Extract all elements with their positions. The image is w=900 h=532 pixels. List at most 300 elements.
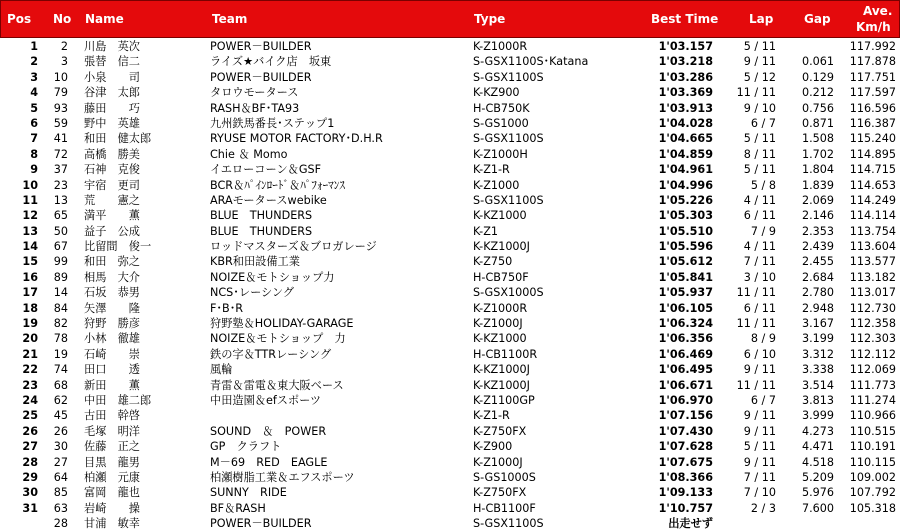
name-cell: 目黒 龍男 — [84, 455, 140, 469]
table-row — [0, 424, 900, 439]
gap-cell: 2.948 — [801, 301, 834, 315]
type-cell: H-CB1100R — [473, 347, 538, 361]
name-cell: 石坂 恭男 — [84, 286, 140, 300]
lap-cell: 9 / 11 — [743, 55, 776, 69]
team-cell: 狩野塾＆HOLIDAY-GARAGE — [210, 317, 354, 331]
type-cell: K-Z1000H — [473, 147, 528, 161]
type-cell: K-Z1 — [473, 224, 498, 238]
table-row — [0, 162, 900, 177]
pos-cell: 27 — [22, 440, 38, 454]
type-cell: S-GSX1000S — [473, 286, 544, 300]
lap-cell: 2 / 3 — [750, 501, 776, 515]
gap-cell: 3.312 — [801, 347, 834, 361]
team-cell: SUNNY RIDE — [210, 486, 287, 500]
table-row — [0, 85, 900, 100]
table-row — [0, 470, 900, 485]
name-cell: 柏瀬 元康 — [84, 470, 140, 484]
name-cell: 新田 薫 — [84, 378, 140, 392]
number-cell: 67 — [53, 240, 68, 254]
table-row — [0, 408, 900, 423]
pos-cell: 20 — [22, 332, 38, 346]
table-row — [0, 178, 900, 193]
header-team: Team — [212, 12, 248, 26]
type-cell: K-Z900 — [473, 440, 513, 454]
number-cell: 27 — [53, 455, 68, 469]
table-row — [0, 331, 900, 346]
gap-cell: 3.199 — [801, 332, 834, 346]
number-cell: 23 — [53, 178, 68, 192]
average-speed-cell: 111.274 — [849, 393, 896, 407]
best-time-cell: 1'03.157 — [658, 40, 713, 53]
lap-cell: 9 / 11 — [743, 363, 776, 377]
lap-cell: 6 / 11 — [743, 301, 776, 315]
team-cell: BCR＆ﾊﾟｲﾝﾛｰﾄﾞ＆ﾊﾟﾌｫｰﾏﾝｽ — [210, 178, 345, 192]
number-cell: 30 — [53, 440, 68, 454]
average-speed-cell: 117.751 — [849, 70, 896, 84]
team-cell: NOIZE＆モトショップ力 — [210, 270, 335, 284]
best-time-cell: 1'05.937 — [658, 286, 713, 300]
pos-cell: 6 — [30, 116, 38, 130]
type-cell: K-Z750FX — [473, 424, 527, 438]
table-row — [0, 347, 900, 362]
header-best-time: Best Time — [651, 12, 719, 26]
table-row — [0, 301, 900, 316]
pos-cell: 29 — [22, 470, 38, 484]
lap-cell: 9 / 10 — [743, 101, 776, 115]
best-time-cell: 1'06.105 — [658, 301, 713, 315]
type-cell: K-Z1000J — [473, 317, 523, 331]
type-cell: S-GSX1100S･Katana — [473, 55, 589, 69]
average-speed-cell: 114.114 — [849, 209, 896, 223]
gap-cell: 3.338 — [801, 363, 834, 377]
lap-cell: 3 / 10 — [743, 270, 776, 284]
best-time-cell: 1'04.859 — [658, 147, 713, 161]
pos-cell: 4 — [30, 86, 38, 100]
name-cell: 張替 信二 — [84, 55, 140, 69]
average-speed-cell: 116.596 — [849, 101, 896, 115]
average-speed-cell: 116.387 — [849, 116, 896, 130]
number-cell: 28 — [53, 517, 68, 531]
table-row — [0, 208, 900, 223]
pos-cell: 11 — [22, 193, 38, 207]
table-row — [0, 393, 900, 408]
pos-cell: 7 — [30, 132, 38, 146]
name-cell: 石崎 崇 — [84, 347, 140, 361]
type-cell: K-KZ900 — [473, 86, 520, 100]
gap-cell: 0.212 — [801, 86, 834, 100]
name-cell: 和田 弥之 — [84, 255, 140, 269]
pos-cell: 18 — [22, 301, 38, 315]
type-cell: K-Z1000 — [473, 178, 520, 192]
lap-cell: 5 / 11 — [743, 40, 776, 53]
best-time-cell: 1'03.218 — [658, 55, 713, 69]
gap-cell: 2.684 — [801, 270, 834, 284]
gap-cell: 0.756 — [801, 101, 834, 115]
type-cell: K-Z1100GP — [473, 393, 535, 407]
name-cell: 和田 健太郎 — [84, 132, 152, 146]
table-row — [0, 147, 900, 162]
team-cell: M－69 RED EAGLE — [210, 455, 328, 469]
average-speed-cell: 107.792 — [849, 486, 896, 500]
lap-cell: 7 / 11 — [743, 255, 776, 269]
average-speed-cell: 113.754 — [849, 224, 896, 238]
gap-cell: 2.780 — [801, 286, 834, 300]
average-speed-cell: 112.112 — [849, 347, 896, 361]
type-cell: K-KZ1000 — [473, 209, 527, 223]
table-row — [0, 316, 900, 331]
pos-cell: 22 — [22, 363, 38, 377]
table-row — [0, 516, 900, 531]
gap-cell: 1.804 — [801, 163, 834, 177]
average-speed-cell: 112.730 — [849, 301, 896, 315]
number-cell: 78 — [53, 332, 68, 346]
name-cell: 岩崎 操 — [84, 501, 140, 515]
best-time-cell: 1'10.757 — [658, 501, 713, 515]
average-speed-cell: 113.604 — [849, 240, 896, 254]
pos-cell: 16 — [22, 270, 38, 284]
table-row — [0, 239, 900, 254]
results-table-body — [0, 39, 900, 532]
best-time-cell: 1'06.970 — [658, 393, 713, 407]
table-row — [0, 193, 900, 208]
team-cell: POWER－BUILDER — [210, 70, 312, 84]
gap-cell: 1.702 — [801, 147, 834, 161]
lap-cell: 5 / 11 — [743, 440, 776, 454]
average-speed-cell: 112.069 — [849, 363, 896, 377]
number-cell: 26 — [53, 424, 68, 438]
team-cell: Chie ＆ Momo — [210, 147, 288, 161]
best-time-cell: 1'07.628 — [658, 440, 713, 454]
average-speed-cell: 110.191 — [849, 440, 896, 454]
table-row — [0, 116, 900, 131]
header-pos: Pos — [7, 12, 32, 26]
team-cell: RYUSE MOTOR FACTORY･D.H.R — [210, 132, 383, 146]
best-time-cell: 1'05.596 — [658, 240, 713, 254]
number-cell: 13 — [53, 193, 68, 207]
table-row — [0, 485, 900, 500]
lap-cell: 5 / 11 — [743, 132, 776, 146]
best-time-cell: 1'06.495 — [658, 363, 713, 377]
average-speed-cell: 113.182 — [849, 270, 896, 284]
best-time-cell: 1'05.226 — [658, 193, 713, 207]
team-cell: ロッドマスターズ＆ブロガレージ — [210, 240, 377, 254]
type-cell: K-Z750FX — [473, 486, 527, 500]
type-cell: K-Z1-R — [473, 409, 510, 423]
gap-cell: 3.999 — [801, 409, 834, 423]
table-row — [0, 101, 900, 116]
table-row — [0, 39, 900, 54]
team-cell: BLUE THUNDERS — [210, 209, 313, 223]
name-cell: 矢澤 隆 — [84, 301, 140, 315]
pos-cell: 1 — [30, 40, 38, 53]
lap-cell: 6 / 11 — [743, 209, 776, 223]
best-time-cell: 1'06.324 — [658, 317, 713, 331]
average-speed-cell: 111.773 — [849, 378, 896, 392]
best-time-cell: 1'03.286 — [658, 70, 713, 84]
pos-cell: 17 — [22, 286, 38, 300]
lap-cell: 11 / 11 — [736, 378, 776, 392]
team-cell: 柏瀬樹脂工業＆エフスポーツ — [210, 470, 355, 484]
type-cell: K-KZ1000J — [473, 240, 530, 254]
lap-cell: 4 / 11 — [743, 193, 776, 207]
team-cell: BF＆RASH — [210, 501, 266, 515]
name-cell: 毛塚 明洋 — [84, 424, 140, 438]
team-cell: POWER－BUILDER — [210, 40, 312, 53]
name-cell: 川島 英次 — [84, 40, 140, 53]
type-cell: H-CB750F — [473, 270, 529, 284]
name-cell: 小林 徹雄 — [84, 332, 140, 346]
table-row — [0, 254, 900, 269]
best-time-cell: 1'06.356 — [658, 332, 713, 346]
team-cell: 風輪 — [210, 363, 233, 377]
team-cell: GP クラフト — [210, 440, 282, 454]
lap-cell: 6 / 10 — [743, 347, 776, 361]
average-speed-cell: 113.017 — [849, 286, 896, 300]
table-row — [0, 378, 900, 393]
gap-cell: 7.600 — [801, 501, 834, 515]
name-cell: 比留間 俊一 — [84, 240, 152, 254]
team-cell: POWER－BUILDER — [210, 517, 312, 531]
gap-cell: 2.353 — [801, 224, 834, 238]
lap-cell: 5 / 11 — [743, 163, 776, 177]
table-row — [0, 70, 900, 85]
number-cell: 59 — [53, 116, 68, 130]
lap-cell: 7 / 9 — [750, 224, 776, 238]
name-cell: 谷津 太郎 — [84, 86, 140, 100]
pos-cell: 5 — [30, 101, 38, 115]
table-row — [0, 362, 900, 377]
lap-cell: 6 / 7 — [750, 393, 776, 407]
gap-cell: 2.455 — [801, 255, 834, 269]
number-cell: 72 — [53, 147, 68, 161]
lap-cell: 7 / 11 — [743, 470, 776, 484]
name-cell: 佐藤 正之 — [84, 440, 140, 454]
team-cell: 中田造園＆efスポーツ — [210, 393, 322, 407]
number-cell: 45 — [53, 409, 68, 423]
team-cell: ARAモータースwebike — [210, 193, 327, 207]
type-cell: S-GSX1100S — [473, 193, 544, 207]
best-time-cell: 1'08.366 — [658, 470, 713, 484]
table-row — [0, 270, 900, 285]
average-speed-cell: 117.878 — [849, 55, 896, 69]
number-cell: 2 — [60, 40, 68, 53]
pos-cell: 28 — [22, 455, 38, 469]
lap-cell: 4 / 11 — [743, 240, 776, 254]
average-speed-cell: 112.303 — [849, 332, 896, 346]
number-cell: 79 — [53, 86, 68, 100]
type-cell: K-Z750 — [473, 255, 513, 269]
type-cell: H-CB750K — [473, 101, 530, 115]
header-type: Type — [474, 12, 506, 26]
gap-cell: 0.129 — [801, 70, 834, 84]
best-time-cell: 1'07.156 — [658, 409, 713, 423]
gap-cell: 0.871 — [801, 116, 834, 130]
name-cell: 甘浦 敏幸 — [84, 517, 140, 531]
table-row — [0, 501, 900, 516]
best-time-cell: 1'04.665 — [658, 132, 713, 146]
name-cell: 小泉 司 — [84, 70, 140, 84]
table-row — [0, 455, 900, 470]
lap-cell: 5 / 8 — [750, 178, 776, 192]
type-cell: H-CB1100F — [473, 501, 536, 515]
team-cell: イエローコーン＆GSF — [210, 163, 322, 177]
type-cell: K-KZ1000 — [473, 332, 527, 346]
pos-cell: 31 — [22, 501, 38, 515]
header-gap: Gap — [804, 12, 831, 26]
pos-cell: 21 — [22, 347, 38, 361]
type-cell: S-GS1000 — [473, 116, 529, 130]
average-speed-cell: 110.515 — [849, 424, 896, 438]
pos-cell: 2 — [30, 55, 38, 69]
average-speed-cell: 109.002 — [849, 470, 896, 484]
gap-cell: 2.069 — [801, 193, 834, 207]
lap-cell: 9 / 11 — [743, 424, 776, 438]
lap-cell: 8 / 9 — [750, 332, 776, 346]
type-cell: K-Z1-R — [473, 163, 510, 177]
team-cell: SOUND ＆ POWER — [210, 424, 327, 438]
header-ave: Ave. — [863, 4, 893, 18]
best-time-cell: 1'05.510 — [658, 224, 713, 238]
best-time-cell: 1'04.961 — [658, 163, 713, 177]
best-time-cell: 出走せず — [668, 517, 713, 531]
number-cell: 84 — [53, 301, 68, 315]
number-cell: 50 — [53, 224, 68, 238]
average-speed-cell: 112.358 — [849, 317, 896, 331]
pos-cell: 3 — [30, 70, 38, 84]
table-header — [0, 0, 900, 38]
average-speed-cell: 110.115 — [849, 455, 896, 469]
average-speed-cell: 110.966 — [849, 409, 896, 423]
table-row — [0, 439, 900, 454]
type-cell: K-Z1000R — [473, 40, 528, 53]
name-cell: 荒 憲之 — [84, 193, 140, 207]
best-time-cell: 1'03.913 — [658, 101, 713, 115]
gap-cell: 3.514 — [801, 378, 834, 392]
number-cell: 63 — [53, 501, 68, 515]
best-time-cell: 1'04.028 — [658, 116, 713, 130]
gap-cell: 4.518 — [801, 455, 834, 469]
team-cell: NOIZE＆モトショップ 力 — [210, 332, 346, 346]
header-no: No — [53, 12, 72, 26]
header-kmh: Km/h — [856, 20, 891, 34]
number-cell: 99 — [53, 255, 68, 269]
gap-cell: 1.839 — [801, 178, 834, 192]
number-cell: 41 — [53, 132, 68, 146]
lap-cell: 9 / 11 — [743, 409, 776, 423]
average-speed-cell: 114.895 — [849, 147, 896, 161]
lap-cell: 8 / 11 — [743, 147, 776, 161]
average-speed-cell: 114.653 — [849, 178, 896, 192]
average-speed-cell: 117.992 — [849, 40, 896, 53]
number-cell: 82 — [53, 317, 68, 331]
number-cell: 10 — [53, 70, 68, 84]
type-cell: S-GS1000S — [473, 470, 536, 484]
lap-cell: 11 / 11 — [736, 86, 776, 100]
pos-cell: 8 — [30, 147, 38, 161]
team-cell: 九州鉄馬番長･ステップ1 — [210, 116, 335, 130]
gap-cell: 3.167 — [801, 317, 834, 331]
team-cell: タロウモータース — [210, 86, 299, 100]
table-row — [0, 131, 900, 146]
number-cell: 93 — [53, 101, 68, 115]
pos-cell: 10 — [22, 178, 38, 192]
header-name: Name — [85, 12, 124, 26]
best-time-cell: 1'05.303 — [658, 209, 713, 223]
type-cell: S-GSX1100S — [473, 132, 544, 146]
average-speed-cell: 117.597 — [849, 86, 896, 100]
number-cell: 68 — [53, 378, 68, 392]
pos-cell: 24 — [22, 393, 38, 407]
name-cell: 野中 英雄 — [84, 116, 140, 130]
team-cell: 鉄の字＆TTRレーシング — [210, 347, 332, 361]
pos-cell: 15 — [22, 255, 38, 269]
lap-cell: 6 / 7 — [750, 116, 776, 130]
best-time-cell: 1'09.133 — [658, 486, 713, 500]
gap-cell: 1.508 — [801, 132, 834, 146]
number-cell: 62 — [53, 393, 68, 407]
average-speed-cell: 115.240 — [849, 132, 896, 146]
gap-cell: 3.813 — [801, 393, 834, 407]
name-cell: 益子 公成 — [84, 224, 140, 238]
pos-cell: 23 — [22, 378, 38, 392]
average-speed-cell: 105.318 — [849, 501, 896, 515]
best-time-cell: 1'05.612 — [658, 255, 713, 269]
lap-cell: 11 / 11 — [736, 286, 776, 300]
name-cell: 中田 雄二郎 — [84, 393, 152, 407]
team-cell: ライズ★バイク店 坂東 — [210, 55, 332, 69]
name-cell: 高橋 勝美 — [84, 147, 140, 161]
type-cell: S-GSX1100S — [473, 70, 544, 84]
best-time-cell: 1'07.430 — [658, 424, 713, 438]
name-cell: 古田 幹啓 — [84, 409, 140, 423]
average-speed-cell: 114.715 — [849, 163, 896, 177]
number-cell: 19 — [53, 347, 68, 361]
number-cell: 14 — [53, 286, 68, 300]
pos-cell: 9 — [30, 163, 38, 177]
name-cell: 田口 透 — [84, 363, 140, 377]
team-cell: F･B･R — [210, 301, 244, 315]
pos-cell: 25 — [22, 409, 38, 423]
best-time-cell: 1'04.996 — [658, 178, 713, 192]
pos-cell: 26 — [22, 424, 38, 438]
table-row — [0, 54, 900, 69]
header-lap: Lap — [749, 12, 774, 26]
lap-cell: 11 / 11 — [736, 317, 776, 331]
best-time-cell: 1'07.675 — [658, 455, 713, 469]
team-cell: RASH＆BF･TA93 — [210, 101, 300, 115]
name-cell: 富岡 龍也 — [84, 486, 140, 500]
number-cell: 65 — [53, 209, 68, 223]
team-cell: 青雷＆雷電＆東大阪ベース — [210, 378, 344, 392]
number-cell: 85 — [53, 486, 68, 500]
team-cell: KBR和田設備工業 — [210, 255, 300, 269]
best-time-cell: 1'03.369 — [658, 86, 713, 100]
pos-cell: 30 — [22, 486, 38, 500]
gap-cell: 2.146 — [801, 209, 834, 223]
lap-cell: 5 / 12 — [743, 70, 776, 84]
gap-cell: 0.061 — [801, 55, 834, 69]
name-cell: 石神 克俊 — [84, 163, 140, 177]
type-cell: K-KZ1000J — [473, 363, 530, 377]
table-row — [0, 285, 900, 300]
number-cell: 37 — [53, 163, 68, 177]
type-cell: K-Z1000R — [473, 301, 528, 315]
team-cell: BLUE THUNDERS — [210, 224, 313, 238]
best-time-cell: 1'06.671 — [658, 378, 713, 392]
number-cell: 64 — [53, 470, 68, 484]
name-cell: 宇宿 更司 — [84, 178, 140, 192]
pos-cell: 19 — [22, 317, 38, 331]
